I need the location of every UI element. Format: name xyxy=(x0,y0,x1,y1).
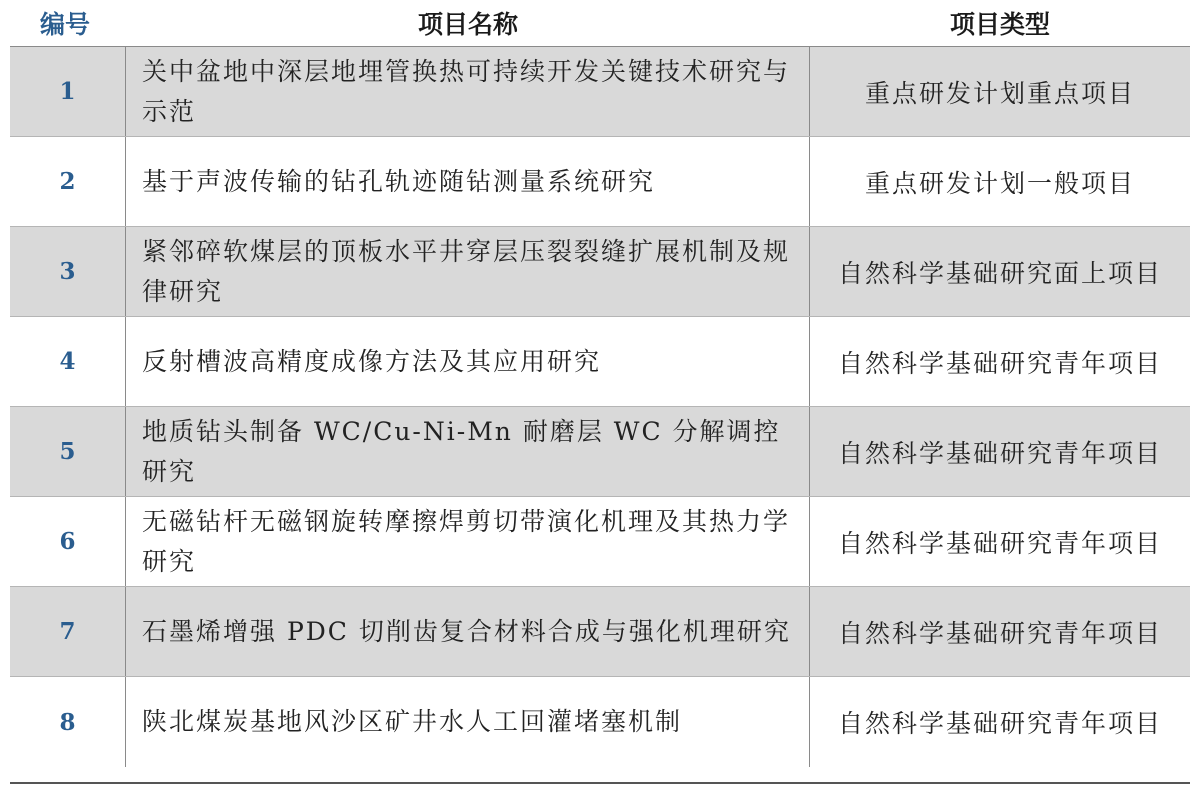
row-project-type: 自然科学基础研究青年项目 xyxy=(837,348,1162,378)
table-row xyxy=(10,677,1190,767)
row-number: 3 xyxy=(10,227,126,316)
row-project-type: 自然科学基础研究青年项目 xyxy=(837,438,1162,468)
table-row xyxy=(10,47,1190,137)
header-project-type: 项目类型 xyxy=(949,10,1050,39)
table-row xyxy=(10,587,1190,677)
header-number: 编号 xyxy=(40,10,91,39)
table-row xyxy=(10,497,1190,587)
project-table xyxy=(10,0,1190,767)
table-bottom-border xyxy=(10,782,1190,784)
row-project-type: 自然科学基础研究青年项目 xyxy=(837,528,1162,558)
row-project-type: 自然科学基础研究青年项目 xyxy=(837,618,1162,648)
row-project-name: 紧邻碎软煤层的顶板水平井穿层压裂裂缝扩展机制及规律研究 xyxy=(126,227,810,316)
row-project-name: 反射槽波高精度成像方法及其应用研究 xyxy=(126,317,810,406)
row-number: 7 xyxy=(10,587,126,676)
row-project-type: 重点研发计划重点项目 xyxy=(864,78,1135,108)
row-project-name: 关中盆地中深层地埋管换热可持续开发关键技术研究与示范 xyxy=(126,47,810,136)
table-row xyxy=(10,317,1190,407)
header-project-name: 项目名称 xyxy=(417,10,518,39)
row-number: 4 xyxy=(10,317,126,406)
row-project-name: 地质钻头制备 WC/Cu-Ni-Mn 耐磨层 WC 分解调控研究 xyxy=(126,407,810,496)
row-project-name: 陕北煤炭基地风沙区矿井水人工回灌堵塞机制 xyxy=(126,677,810,767)
row-project-name: 石墨烯增强 PDC 切削齿复合材料合成与强化机理研究 xyxy=(126,587,810,676)
row-project-name: 基于声波传输的钻孔轨迹随钻测量系统研究 xyxy=(126,137,810,226)
table-header xyxy=(10,0,1190,47)
row-number: 5 xyxy=(10,407,126,496)
table-row xyxy=(10,227,1190,317)
row-project-name: 无磁钻杆无磁钢旋转摩擦焊剪切带演化机理及其热力学研究 xyxy=(126,497,810,586)
table-row xyxy=(10,137,1190,227)
row-number: 8 xyxy=(10,677,126,767)
row-project-type: 自然科学基础研究面上项目 xyxy=(837,258,1162,288)
row-number: 1 xyxy=(10,47,126,136)
row-project-type: 自然科学基础研究青年项目 xyxy=(837,709,1162,738)
table-row xyxy=(10,407,1190,497)
row-project-type: 重点研发计划一般项目 xyxy=(864,168,1135,198)
row-number: 2 xyxy=(10,137,126,226)
row-number: 6 xyxy=(10,497,126,586)
